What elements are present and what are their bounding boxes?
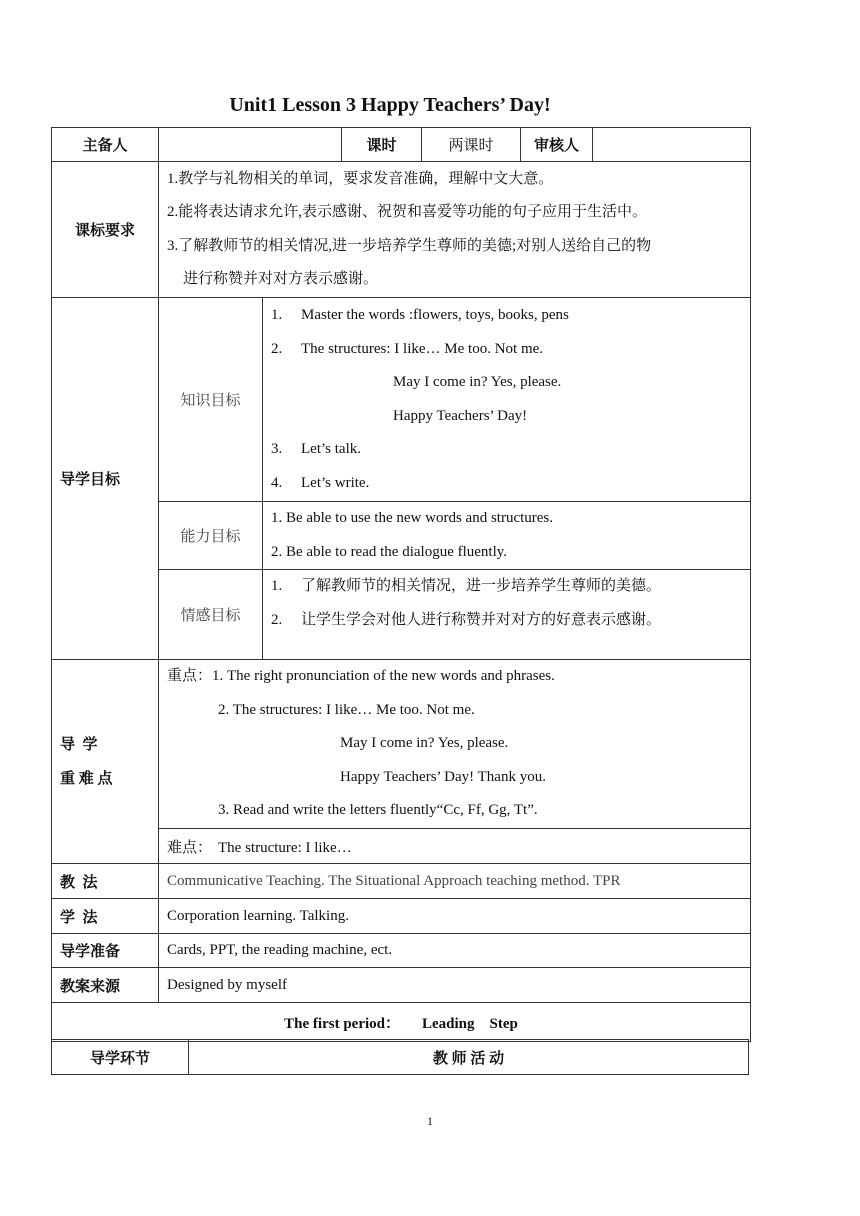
document-title: Unit1 Lesson 3 Happy Teachers’ Day!	[229, 94, 551, 116]
preparer-value	[159, 128, 342, 162]
key-point-line: 2. The structures: I like… Me too. Not me.	[218, 701, 475, 718]
period-title: The first period：	[284, 1015, 400, 1032]
teacher-activity-header: 教 师 活 动	[189, 1040, 749, 1075]
key-points-content	[159, 660, 751, 829]
curriculum-label: 课标要求	[52, 162, 159, 298]
period-step: Leading Step	[421, 1015, 518, 1032]
ability-objective-label: 能力目标	[159, 502, 263, 570]
source-label: 教案来源	[52, 968, 159, 1003]
lesson-plan-table	[51, 127, 751, 1042]
key-point-label: 重点：	[167, 668, 213, 685]
ability-item: 2. Be able to read the dialogue fluently.	[271, 543, 508, 560]
curriculum-line: 进行称赞并对对方表示感谢。	[183, 271, 379, 287]
knowledge-objective-content	[263, 298, 751, 502]
reviewer-value	[593, 128, 751, 162]
curriculum-line: 3.了解教师节的相关情况,进一步培养学生尊师的美德;对别人送给自己的物	[167, 237, 652, 254]
emotion-objective-label: 情感目标	[159, 570, 263, 660]
knowledge-item: 1. Master the words :flowers, toys, books, pens	[271, 307, 569, 323]
preparer-label: 主备人	[52, 128, 159, 162]
knowledge-item: Happy Teachers’ Day!	[393, 407, 528, 424]
period-row	[52, 1003, 751, 1042]
page-number: 1	[427, 1114, 433, 1128]
difficult-text: The structure: I like…	[218, 839, 352, 856]
key-points-label: 导 学 重 难 点	[52, 660, 159, 864]
source-value: Designed by myself	[159, 968, 751, 1003]
teaching-method-label: 教 法	[52, 864, 159, 899]
learning-method-label: 学 法	[52, 899, 159, 934]
knowledge-item: 3. Let’s talk.	[271, 441, 361, 457]
knowledge-objective-label: 知识目标	[159, 298, 263, 502]
preparation-label: 导学准备	[52, 934, 159, 968]
class-hours-value: 两课时	[422, 128, 521, 162]
key-point-line: 3. Read and write the letters fluently“Cc, Ff, Gg, Tt”.	[218, 802, 538, 819]
key-point-line: Happy Teachers’ Day! Thank you.	[340, 768, 546, 785]
difficult-label: 难点：	[167, 839, 213, 856]
knowledge-item: 2. The structures: I like… Me too. Not me.	[271, 340, 544, 357]
emotion-objective-content	[263, 570, 751, 660]
emotion-item: 1. 了解教师节的相关情况，进一步培养学生尊师的美德。	[271, 578, 662, 594]
curriculum-content	[159, 162, 751, 298]
difficult-points-content	[159, 829, 751, 864]
class-hours-label: 课时	[342, 128, 422, 162]
key-point-line: May I come in? Yes, please.	[340, 735, 509, 752]
guide-step-header: 导学环节	[52, 1040, 189, 1075]
curriculum-line: 1.教学与礼物相关的单词，要求发音准确，理解中文大意。	[167, 170, 554, 187]
ability-item: 1. Be able to use the new words and structures.	[271, 510, 554, 526]
learning-method-value: Corporation learning. Talking.	[159, 899, 751, 934]
teaching-method-value: Communicative Teaching. The Situational Approach teaching method. TPR	[159, 864, 751, 899]
reviewer-label: 审核人	[521, 128, 593, 162]
curriculum-line: 2.能将表达请求允许,表示感谢、祝贺和喜爱等功能的句子应用于生活中。	[167, 204, 648, 220]
activity-header-table	[51, 1039, 749, 1075]
key-point-line: 重点：1. The right pronunciation of the new words and phrases.	[167, 668, 555, 685]
emotion-item: 2. 让学生学会对他人进行称赞并对对方的好意表示感谢。	[271, 611, 662, 628]
ability-objective-content	[263, 502, 751, 570]
objectives-label: 导学目标	[52, 298, 159, 660]
knowledge-item: 4. Let’s write.	[271, 474, 370, 491]
knowledge-item: May I come in? Yes, please.	[393, 374, 562, 390]
preparation-value: Cards, PPT, the reading machine, ect.	[159, 934, 751, 968]
